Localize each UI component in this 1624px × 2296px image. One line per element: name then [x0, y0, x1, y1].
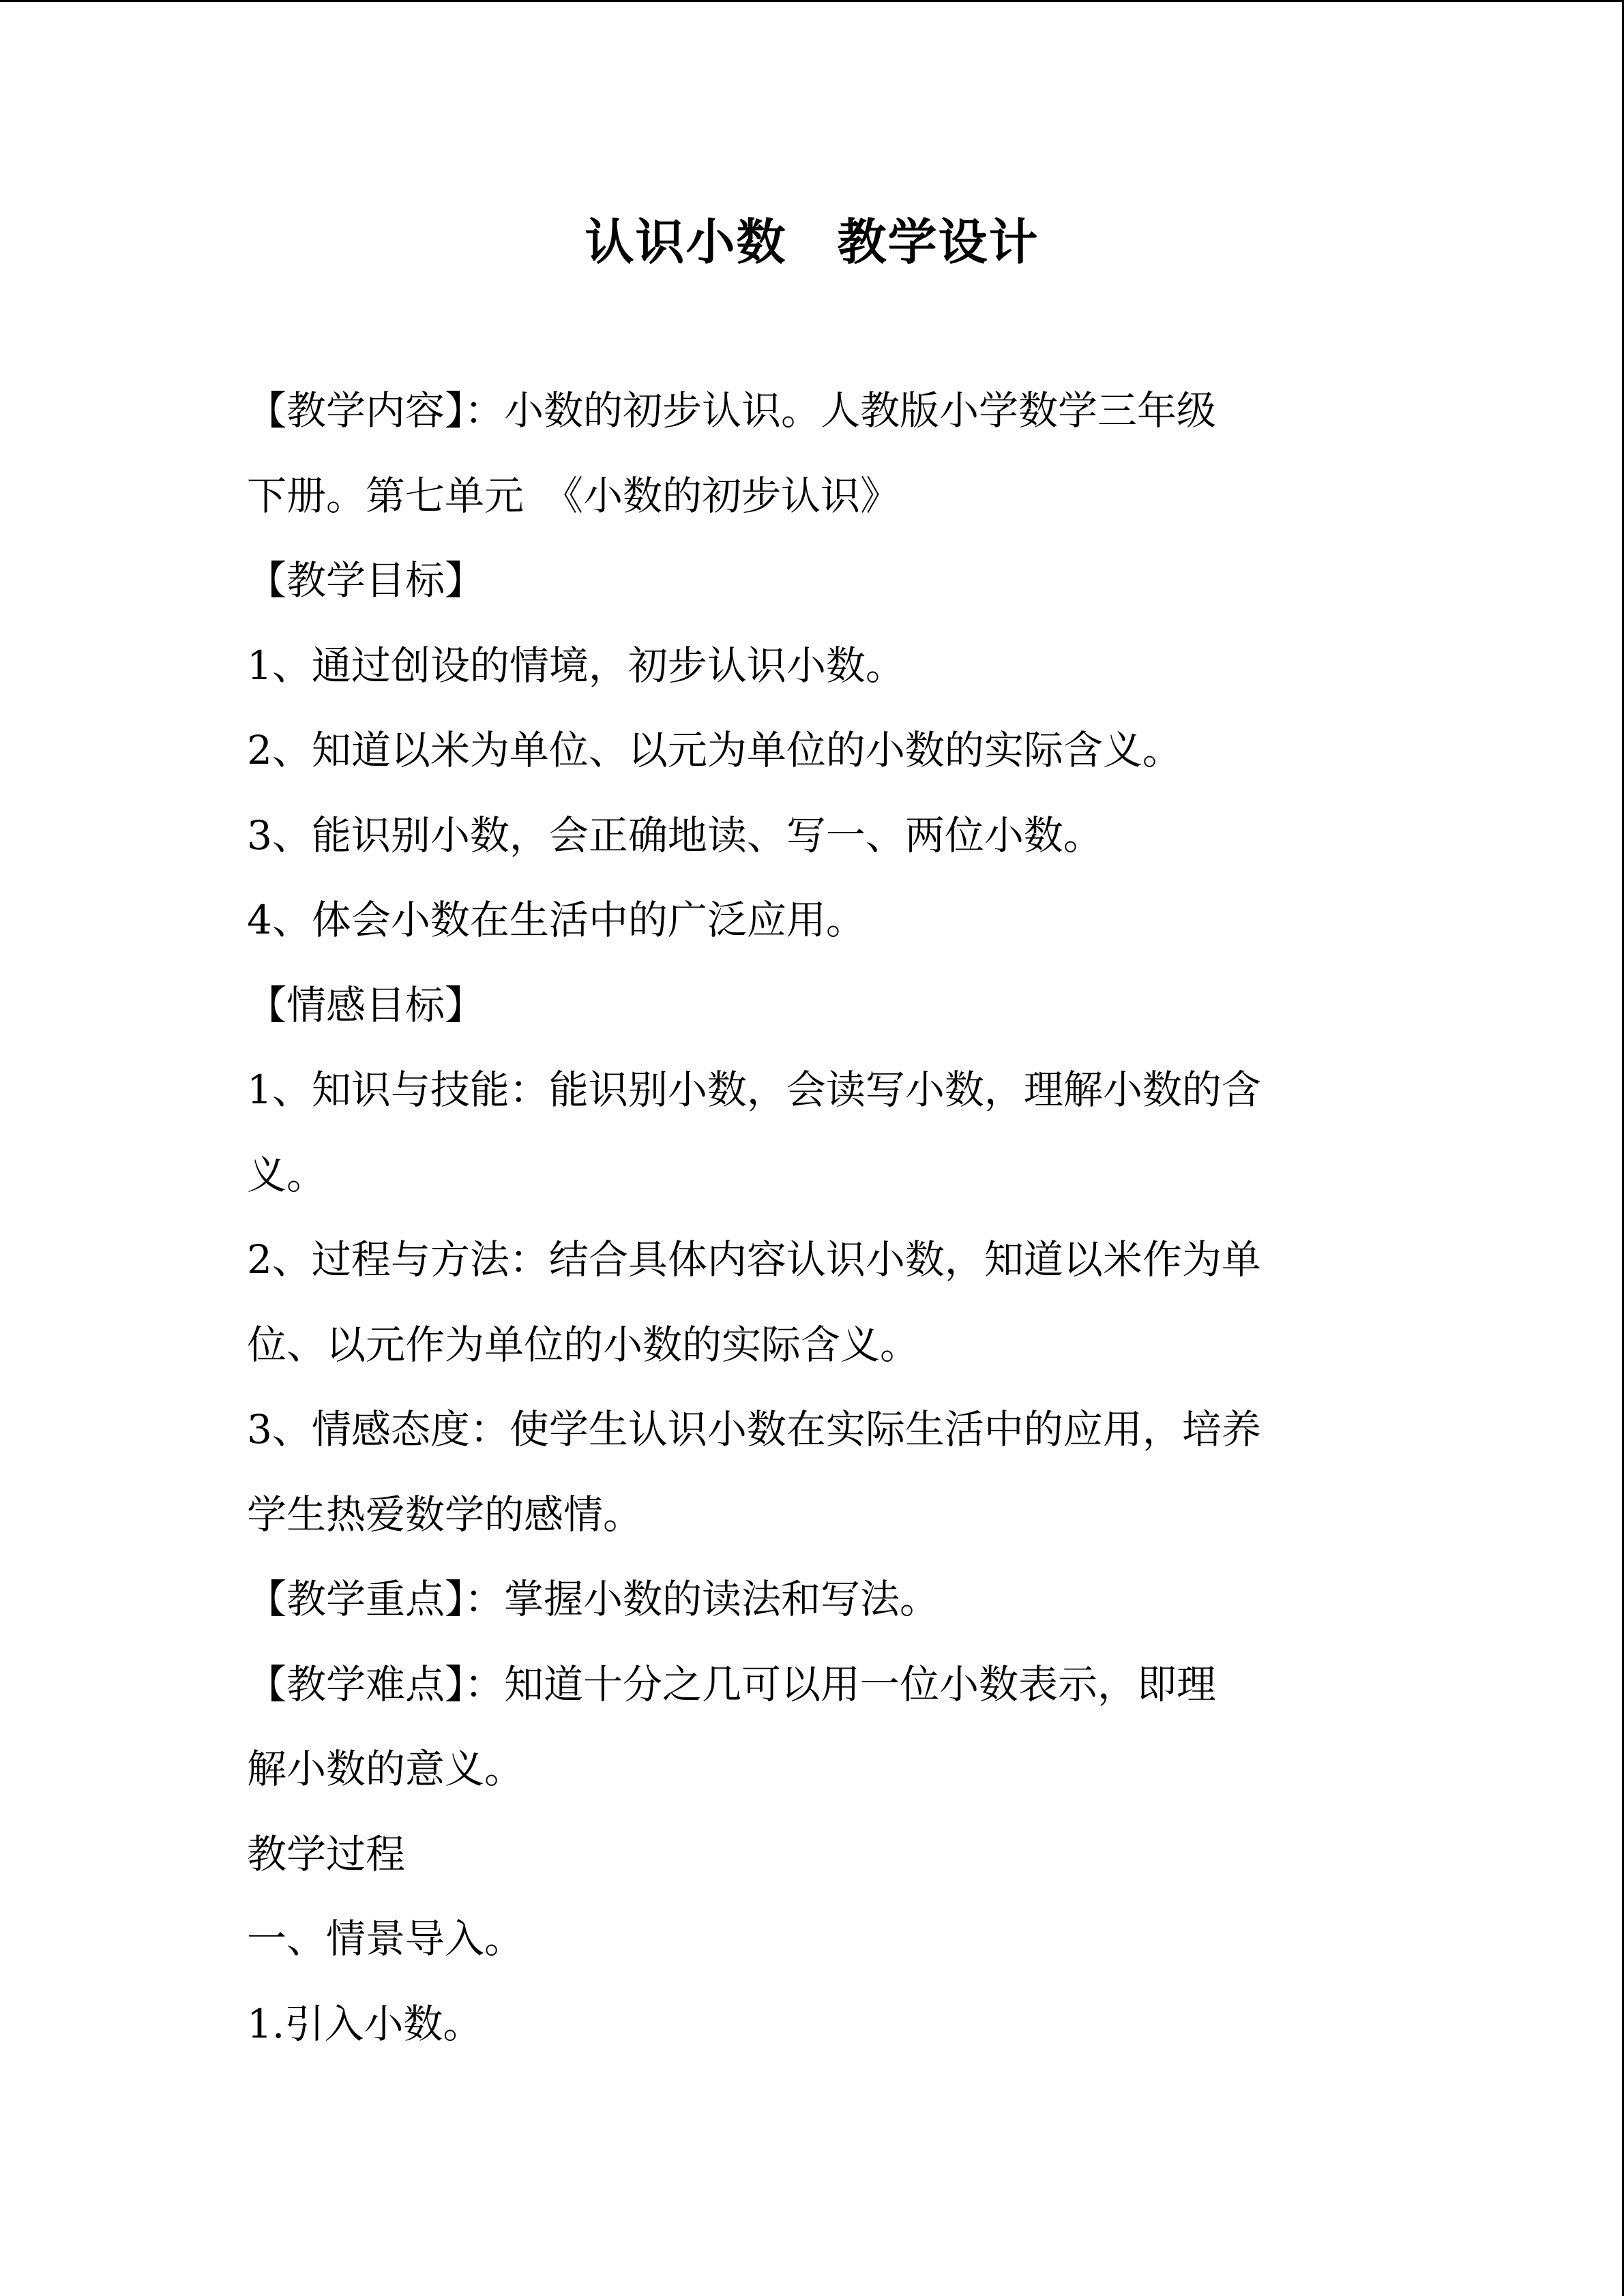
introduce-decimals-item: 1.引入小数。 — [247, 2000, 483, 2047]
teaching-key-point: 【教学重点】：掌握小数的读法和写法。 — [247, 1576, 940, 1622]
emotional-goal-1-line-2: 义。 — [247, 1151, 327, 1198]
teaching-process-heading: 教学过程 — [247, 1830, 406, 1877]
teaching-goal-4: 4、体会小数在生活中的广泛应用。 — [247, 897, 866, 943]
emotional-goal-3-line-2: 学生热爱数学的感情。 — [247, 1491, 643, 1538]
emotional-goal-2-line-1: 2、过程与方法：结合具体内容认识小数，知道以米作为单 — [247, 1236, 1261, 1283]
document-title: 认识小数 教学设计 — [585, 213, 1039, 271]
teaching-goal-3: 3、能识别小数，会正确地读、写一、两位小数。 — [247, 811, 1103, 859]
document-body — [247, 368, 1379, 2066]
emotional-goal-1-line-1: 1、知识与技能：能识别小数，会读写小数，理解小数的含 — [247, 1067, 1261, 1113]
emotional-goal-2-line-2: 位、以元作为单位的小数的实际含义。 — [247, 1321, 920, 1368]
emotional-goal-3-line-1: 3、情感态度：使学生认识小数在实际生活中的应用，培养 — [247, 1406, 1261, 1452]
teaching-content-line-1: 【教学内容】：小数的初步认识。人教版小学数学三年级 — [247, 387, 1217, 434]
emotional-goals-heading: 【情感目标】 — [247, 981, 485, 1028]
teaching-goal-1: 1、通过创设的情境，初步认识小数。 — [247, 642, 905, 689]
teaching-difficulty-line-1: 【教学难点】：知道十分之几可以用一位小数表示，即理 — [247, 1660, 1217, 1708]
page-border-top — [0, 0, 1624, 2]
teaching-difficulty-line-2: 解小数的意义。 — [247, 1746, 525, 1792]
section-one-heading: 一、情景导入。 — [247, 1915, 525, 1962]
teaching-goal-2: 2、知道以米为单位、以元为单位的小数的实际含义。 — [247, 727, 1182, 773]
teaching-content-line-2: 下册。第七单元 《小数的初步认识》 — [247, 472, 900, 519]
teaching-goals-heading: 【教学目标】 — [247, 557, 485, 603]
